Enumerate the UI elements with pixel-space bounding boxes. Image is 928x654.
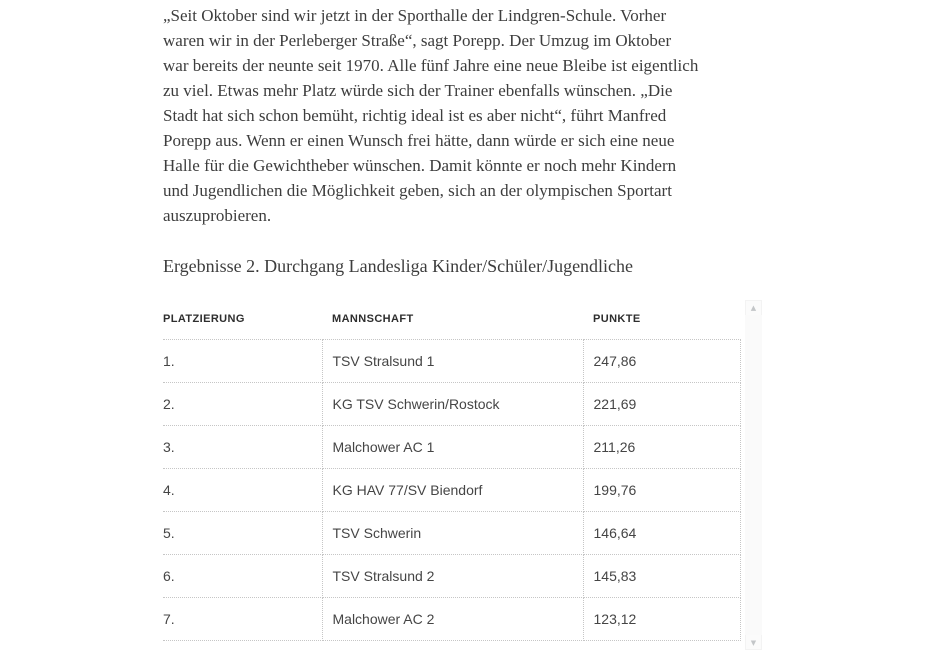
scrollbar-down-icon[interactable]: ▼ bbox=[750, 638, 757, 647]
cell-mannschaft: TSV Stralsund 2 bbox=[322, 555, 583, 598]
cell-platzierung: 5. bbox=[163, 512, 322, 555]
table-scrollbar[interactable] bbox=[745, 300, 762, 650]
cell-mannschaft: Malchower AC 2 bbox=[322, 598, 583, 641]
cell-punkte: 123,12 bbox=[583, 598, 740, 641]
cell-platzierung: 4. bbox=[163, 469, 322, 512]
table-row bbox=[163, 469, 740, 512]
paragraph-line: Halle für die Gewichtheber wünschen. Damit könnte er noch mehr Kindern bbox=[163, 156, 677, 175]
cell-platzierung: 3. bbox=[163, 426, 322, 469]
paragraph-line: Porepp aus. Wenn er einen Wunsch frei hätte, dann würde er sich eine neue bbox=[163, 131, 675, 150]
cell-mannschaft: KG HAV 77/SV Biendorf bbox=[322, 469, 583, 512]
article-content bbox=[163, 0, 783, 654]
cell-punkte: 247,86 bbox=[583, 340, 740, 383]
scrollbar-track[interactable] bbox=[745, 315, 762, 635]
paragraph-line: Stadt hat sich schon bemüht, richtig ideal ist es aber nicht“, führt Manfred bbox=[163, 106, 667, 125]
paragraph-line: waren wir in der Perleberger Straße“, sagt Porepp. Der Umzug im Oktober bbox=[163, 31, 672, 50]
cell-punkte: 145,83 bbox=[583, 555, 740, 598]
table-row bbox=[163, 383, 740, 426]
paragraph-line: war bereits der neunte seit 1970. Alle fünf Jahre eine neue Bleibe ist eigentlich bbox=[163, 56, 699, 75]
paragraph-line: und Jugendlichen die Möglichkeit geben, sich an der olympischen Sportart bbox=[163, 181, 672, 200]
results-table bbox=[163, 298, 741, 641]
results-table-container bbox=[163, 298, 762, 654]
column-header-mannschaft: MANNSCHAFT bbox=[322, 298, 583, 340]
cell-platzierung: 7. bbox=[163, 598, 322, 641]
cell-platzierung: 6. bbox=[163, 555, 322, 598]
cell-platzierung: 1. bbox=[163, 340, 322, 383]
cell-punkte: 199,76 bbox=[583, 469, 740, 512]
table-row bbox=[163, 340, 740, 383]
table-row bbox=[163, 426, 740, 469]
cell-platzierung: 2. bbox=[163, 383, 322, 426]
table-header-row bbox=[163, 298, 740, 340]
cell-mannschaft: KG TSV Schwerin/Rostock bbox=[322, 383, 583, 426]
cell-mannschaft: Malchower AC 1 bbox=[322, 426, 583, 469]
results-heading: Ergebnisse 2. Durchgang Landesliga Kinder/Schüler/Jugendliche bbox=[163, 256, 634, 276]
column-header-platzierung: PLATZIERUNG bbox=[163, 298, 322, 340]
table-body bbox=[163, 340, 740, 641]
paragraph-line: „Seit Oktober sind wir jetzt in der Sporthalle der Lindgren-Schule. Vorher bbox=[163, 6, 667, 25]
article-paragraph bbox=[163, 0, 783, 228]
cell-punkte: 146,64 bbox=[583, 512, 740, 555]
cell-punkte: 221,69 bbox=[583, 383, 740, 426]
table-row bbox=[163, 555, 740, 598]
column-header-punkte: PUNKTE bbox=[583, 298, 740, 340]
paragraph-line: zu viel. Etwas mehr Platz würde sich der Trainer ebenfalls wünschen. „Die bbox=[163, 81, 673, 100]
table-row bbox=[163, 512, 740, 555]
paragraph-line: auszuprobieren. bbox=[163, 206, 272, 225]
scrollbar-up-icon[interactable]: ▲ bbox=[750, 303, 757, 312]
cell-mannschaft: TSV Schwerin bbox=[322, 512, 583, 555]
cell-mannschaft: TSV Stralsund 1 bbox=[322, 340, 583, 383]
table-row bbox=[163, 598, 740, 641]
cell-punkte: 211,26 bbox=[583, 426, 740, 469]
